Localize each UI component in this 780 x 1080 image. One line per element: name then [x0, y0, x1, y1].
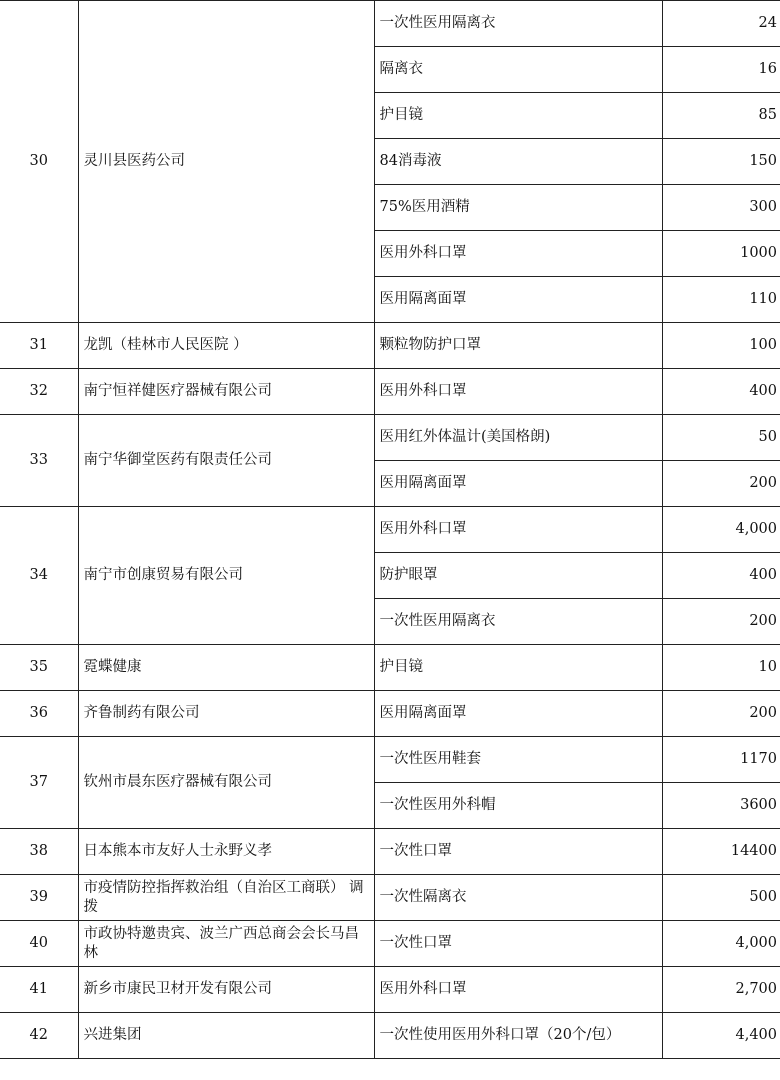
donor-name: 兴进集团 — [78, 1013, 374, 1059]
row-number: 40 — [0, 921, 78, 967]
row-number: 36 — [0, 691, 78, 737]
item-quantity: 1000 — [662, 231, 780, 277]
item-quantity: 200 — [662, 599, 780, 645]
item-name: 84消毒液 — [374, 139, 662, 185]
item-quantity: 400 — [662, 553, 780, 599]
item-quantity: 200 — [662, 691, 780, 737]
table-row — [0, 1013, 780, 1059]
row-number: 38 — [0, 829, 78, 875]
item-quantity: 3600 — [662, 783, 780, 829]
item-name: 医用隔离面罩 — [374, 277, 662, 323]
item-quantity: 10 — [662, 645, 780, 691]
item-quantity: 400 — [662, 369, 780, 415]
item-quantity: 4,400 — [662, 1013, 780, 1059]
item-name: 颗粒物防护口罩 — [374, 323, 662, 369]
row-number: 42 — [0, 1013, 78, 1059]
item-name: 一次性口罩 — [374, 921, 662, 967]
table-row — [0, 323, 780, 369]
item-name: 一次性医用外科帽 — [374, 783, 662, 829]
item-quantity: 85 — [662, 93, 780, 139]
donor-name: 南宁市创康贸易有限公司 — [78, 507, 374, 645]
donor-name: 市政协特邀贵宾、波兰广西总商会会长马昌林 — [78, 921, 374, 967]
item-name: 医用外科口罩 — [374, 967, 662, 1013]
table-row — [0, 921, 780, 967]
item-name: 一次性隔离衣 — [374, 875, 662, 921]
item-name: 隔离衣 — [374, 47, 662, 93]
donor-name: 齐鲁制药有限公司 — [78, 691, 374, 737]
item-quantity: 150 — [662, 139, 780, 185]
item-name: 护目镜 — [374, 93, 662, 139]
item-name: 一次性口罩 — [374, 829, 662, 875]
item-quantity: 2,700 — [662, 967, 780, 1013]
row-number: 37 — [0, 737, 78, 829]
item-name: 一次性医用鞋套 — [374, 737, 662, 783]
item-quantity: 24 — [662, 1, 780, 47]
item-quantity: 200 — [662, 461, 780, 507]
row-number: 30 — [0, 1, 78, 323]
table-row — [0, 507, 780, 553]
item-name: 医用外科口罩 — [374, 507, 662, 553]
item-quantity: 16 — [662, 47, 780, 93]
row-number: 41 — [0, 967, 78, 1013]
item-name: 医用隔离面罩 — [374, 691, 662, 737]
row-number: 31 — [0, 323, 78, 369]
row-number: 39 — [0, 875, 78, 921]
donor-name: 钦州市晨东医疗器械有限公司 — [78, 737, 374, 829]
table-row — [0, 691, 780, 737]
item-quantity: 50 — [662, 415, 780, 461]
item-name: 一次性医用隔离衣 — [374, 599, 662, 645]
item-name: 护目镜 — [374, 645, 662, 691]
donor-name: 南宁华御堂医药有限责任公司 — [78, 415, 374, 507]
item-name: 医用外科口罩 — [374, 231, 662, 277]
table-row — [0, 415, 780, 461]
item-quantity: 300 — [662, 185, 780, 231]
item-name: 医用外科口罩 — [374, 369, 662, 415]
donor-name: 新乡市康民卫材开发有限公司 — [78, 967, 374, 1013]
row-number: 33 — [0, 415, 78, 507]
table-row — [0, 967, 780, 1013]
item-name: 防护眼罩 — [374, 553, 662, 599]
donor-name: 霓蝶健康 — [78, 645, 374, 691]
item-quantity: 100 — [662, 323, 780, 369]
item-quantity: 110 — [662, 277, 780, 323]
donor-name: 市疫情防控指挥救治组（自治区工商联） 调拨 — [78, 875, 374, 921]
item-name: 医用隔离面罩 — [374, 461, 662, 507]
item-name: 一次性使用医用外科口罩（20个/包） — [374, 1013, 662, 1059]
item-quantity: 4,000 — [662, 507, 780, 553]
table-row — [0, 875, 780, 921]
item-quantity: 500 — [662, 875, 780, 921]
table-row — [0, 1, 780, 47]
item-name: 75%医用酒精 — [374, 185, 662, 231]
row-number: 35 — [0, 645, 78, 691]
table-row — [0, 829, 780, 875]
donor-name: 龙凯（桂林市人民医院 ） — [78, 323, 374, 369]
donor-name: 日本熊本市友好人士永野义孝 — [78, 829, 374, 875]
item-name: 医用红外体温计(美国格朗) — [374, 415, 662, 461]
table-row — [0, 645, 780, 691]
item-quantity: 4,000 — [662, 921, 780, 967]
item-quantity: 14400 — [662, 829, 780, 875]
row-number: 32 — [0, 369, 78, 415]
table-row — [0, 369, 780, 415]
item-name: 一次性医用隔离衣 — [374, 1, 662, 47]
row-number: 34 — [0, 507, 78, 645]
donor-name: 灵川县医药公司 — [78, 1, 374, 323]
donor-name: 南宁恒祥健医疗器械有限公司 — [78, 369, 374, 415]
table-row — [0, 737, 780, 783]
item-quantity: 1170 — [662, 737, 780, 783]
